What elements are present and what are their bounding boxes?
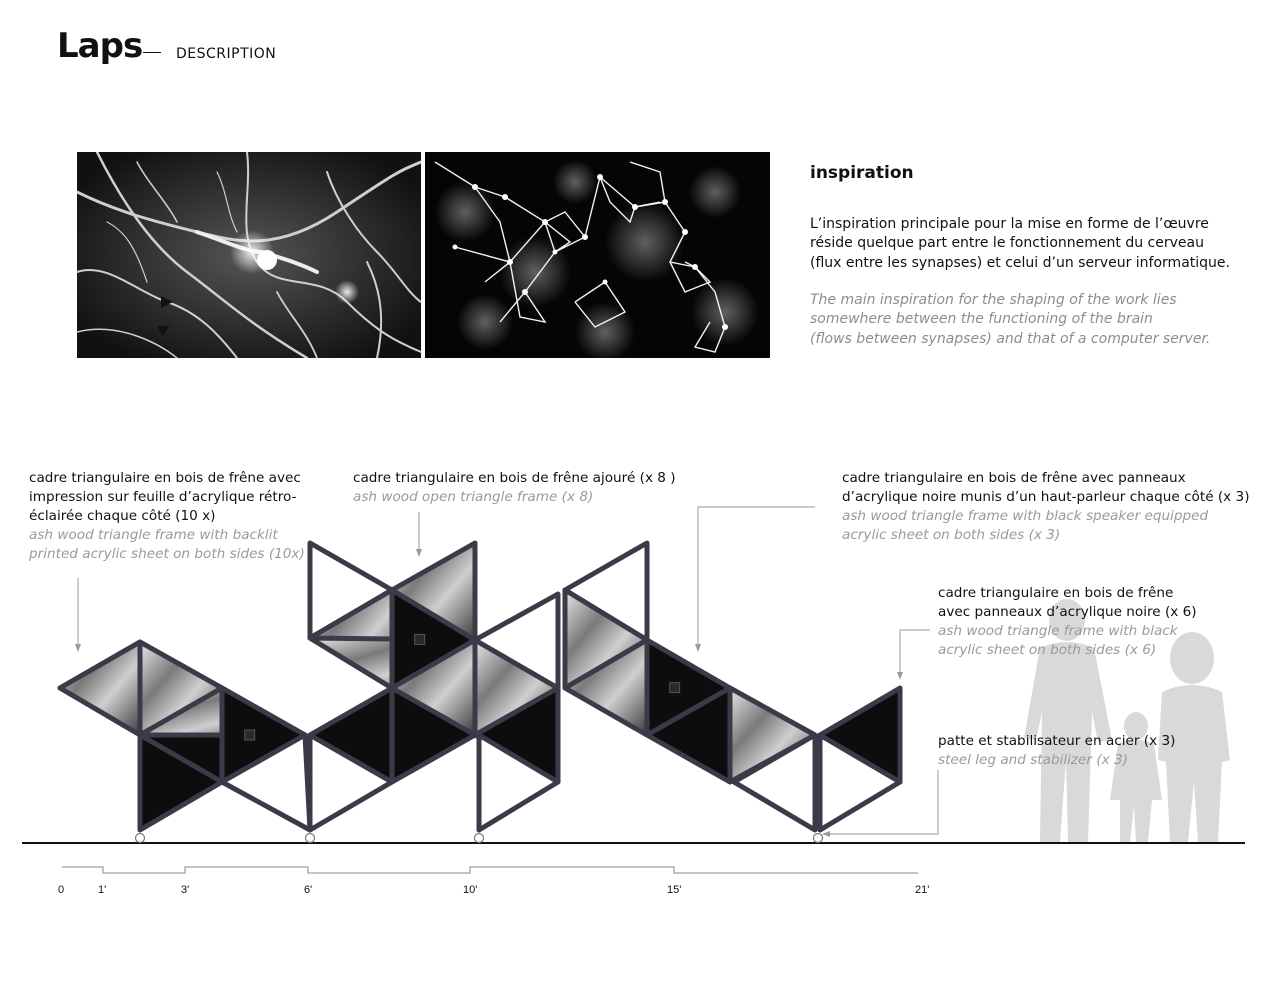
speaker-icon (245, 730, 255, 740)
label-black-frame (938, 584, 1197, 660)
label-line-fr: avec panneaux d’acrylique noire (x 6) (938, 604, 1197, 620)
scale-bar (62, 867, 918, 873)
speaker-icon (670, 683, 680, 693)
inspiration-en-line: The main inspiration for the shaping of the work lies (810, 292, 1177, 308)
inspiration-title: inspiration (810, 163, 914, 183)
photo-triangle-frame (60, 642, 140, 735)
scale-tick: 1' (98, 884, 107, 896)
speaker-icon (415, 634, 425, 644)
label-line-fr: impression sur feuille d’acrylique rétro- (29, 489, 297, 505)
page-title: Laps (57, 26, 143, 66)
inspiration-fr-line: réside quelque part entre le fonctionnement du cerveau (810, 235, 1204, 252)
label-line-fr: cadre triangulaire en bois de frêne avec (29, 470, 301, 486)
inspiration-fr-line: (flux entre les synapses) et celui d’un serveur informatique. (810, 254, 1230, 271)
label-line-en: ash wood triangle frame with black speaker equipped (842, 508, 1209, 524)
label-line-fr: cadre triangulaire en bois de frêne avec panneaux (842, 470, 1186, 486)
inspiration-fr-line: L’inspiration principale pour la mise en forme de l’œuvre (810, 216, 1209, 232)
label-line-en: ash wood open triangle frame (x 8) (353, 489, 594, 505)
label-line-fr: cadre triangulaire en bois de frêne (938, 585, 1174, 601)
label-line-en: ash wood triangle frame with black (938, 623, 1178, 639)
label-open-frame (353, 469, 676, 507)
scale-tick: 0 (58, 884, 65, 896)
label-speaker-frame (842, 469, 1250, 545)
scale-tick: 15' (667, 884, 682, 896)
scale-tick: 21' (915, 884, 930, 896)
label-line-fr: éclairée chaque côté (10 x) (29, 508, 216, 524)
label-line-en: ash wood triangle frame with backlit (29, 527, 278, 543)
label-line-en: steel leg and stabilizer (x 3) (938, 752, 1128, 768)
scale-tick: 10' (463, 884, 478, 896)
label-line-en: acrylic sheet on both sides (x 3) (842, 527, 1061, 543)
inspiration-en-line: somewhere between the functioning of the brain (810, 311, 1153, 328)
label-line-fr: patte et stabilisateur en acier (x 3) (938, 733, 1176, 749)
label-line-fr: cadre triangulaire en bois de frêne ajouré (x 8 ) (353, 470, 676, 486)
label-steel-leg (938, 732, 1175, 770)
label-backlit-frame (29, 469, 305, 564)
label-line-en: printed acrylic sheet on both sides (10x) (29, 546, 305, 562)
label-line-fr: d’acrylique noire munis d’un haut-parleur chaque côté (x 3) (842, 489, 1250, 505)
page-subtitle: DESCRIPTION (176, 46, 277, 62)
label-line-en: acrylic sheet on both sides (x 6) (938, 642, 1157, 658)
steel-legs (136, 834, 823, 843)
inspiration-en-line: (flows between synapses) and that of a computer server. (810, 330, 1211, 347)
scale-tick: 6' (304, 884, 313, 896)
scale-tick: 3' (181, 884, 190, 896)
